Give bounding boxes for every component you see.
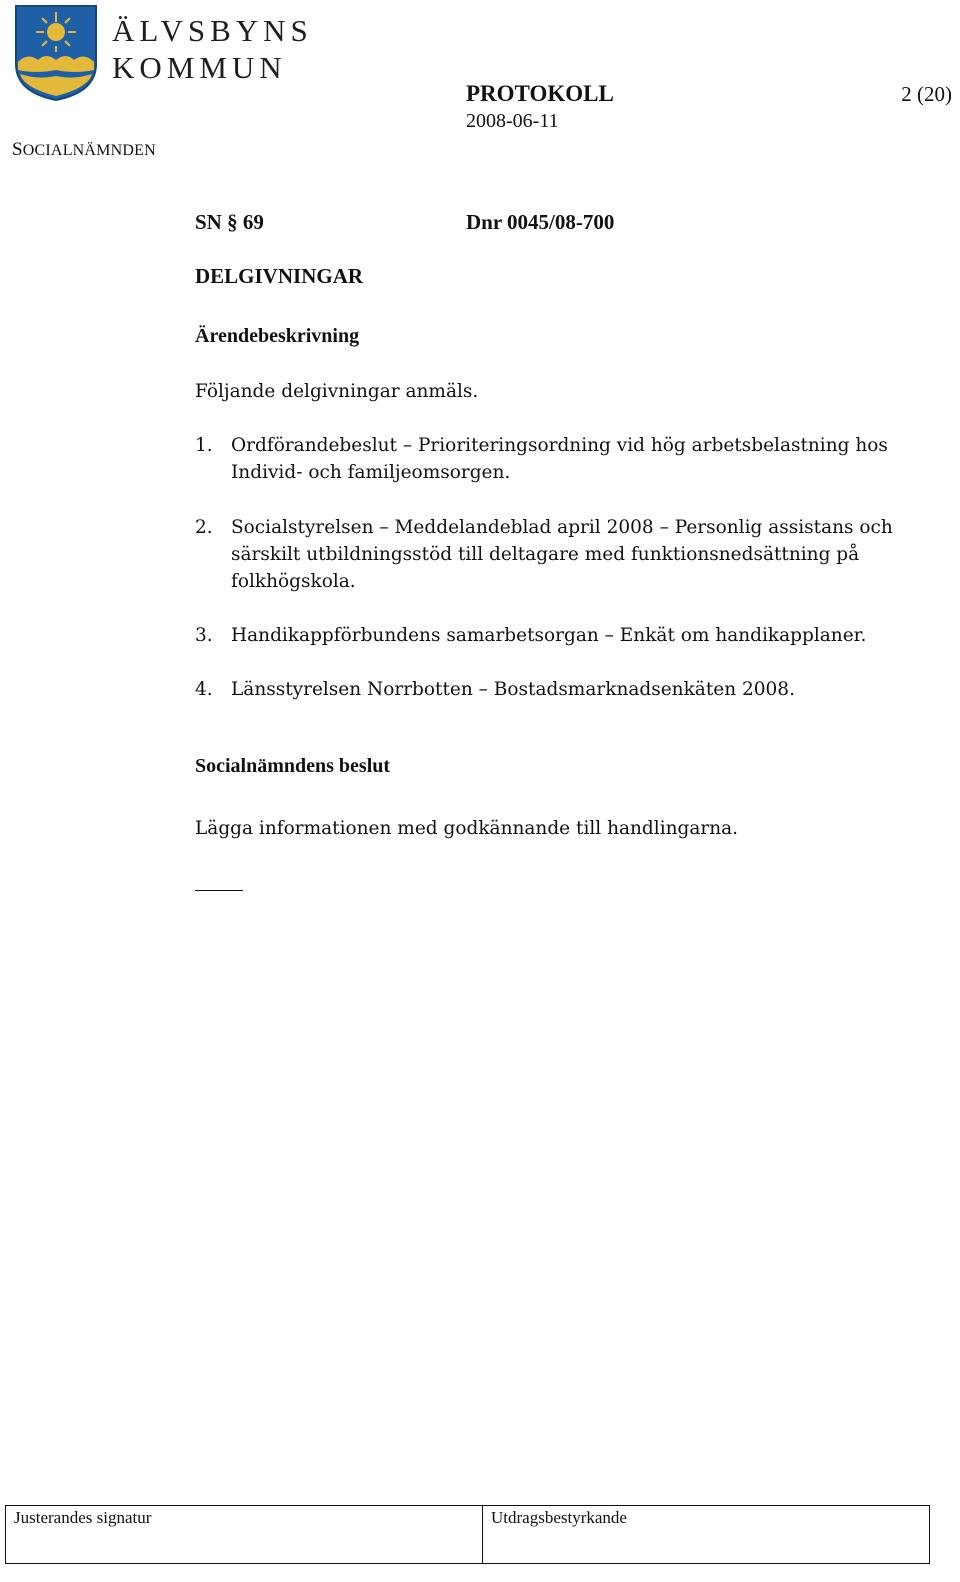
- intro-text: Följande delgivningar anmäls.: [195, 381, 479, 402]
- list-item-text: Handikappförbundens samarbetsorgan – Enkät om handikapplaner.: [231, 625, 867, 646]
- list-item: [195, 514, 895, 595]
- list-item: [195, 622, 895, 649]
- list-item-text: Länsstyrelsen Norrbotten – Bostadsmarknadsenkäten 2008.: [231, 679, 795, 700]
- department-rest: OCIALNÄMNDEN: [22, 142, 156, 159]
- document-date: 2008-06-11: [466, 110, 559, 132]
- list-item-number: 4.: [195, 679, 213, 700]
- extract-label: Utdragsbestyrkande: [491, 1508, 627, 1527]
- list-item: [195, 432, 895, 486]
- municipal-coat-of-arms-icon: [14, 4, 98, 102]
- list-item-text: Socialstyrelsen – Meddelandeblad april 2008 – Personlig assistans och särskilt utbildningsstöd till deltagare med funktionsnedsättning på folkhögskola.: [231, 517, 893, 592]
- case-description-heading: Ärendebeskrivning: [195, 325, 360, 347]
- signature-footer: [5, 1505, 930, 1564]
- list-item-number: 1.: [195, 435, 213, 456]
- decision-text: Lägga informationen med godkännande till handlingarna.: [195, 818, 739, 839]
- brand-line-1: ÄLVSBYNS: [112, 13, 313, 48]
- section-number: SN § 69: [195, 210, 264, 234]
- department-initial: S: [12, 139, 23, 160]
- department-name: [12, 139, 156, 161]
- end-divider: [195, 890, 243, 891]
- list-item: [195, 676, 895, 703]
- extract-cell: [483, 1506, 929, 1563]
- brand-line-2: KOMMUN: [112, 50, 287, 85]
- municipality-brand: [112, 12, 313, 86]
- page-number: 2 (20): [901, 82, 952, 106]
- document-type: PROTOKOLL: [466, 81, 614, 106]
- list-item-number: 2.: [195, 517, 213, 538]
- list-item-number: 3.: [195, 625, 213, 646]
- decision-heading: Socialnämndens beslut: [195, 755, 391, 777]
- signature-label: Justerandes signatur: [14, 1508, 152, 1527]
- signature-cell: [6, 1506, 483, 1563]
- list-item-text: Ordförandebeslut – Prioriteringsordning vid hög arbetsbelastning hos Individ- och familjeomsorgen.: [231, 435, 888, 483]
- diary-number: Dnr 0045/08-700: [466, 210, 615, 234]
- section-title: DELGIVNINGAR: [195, 264, 364, 288]
